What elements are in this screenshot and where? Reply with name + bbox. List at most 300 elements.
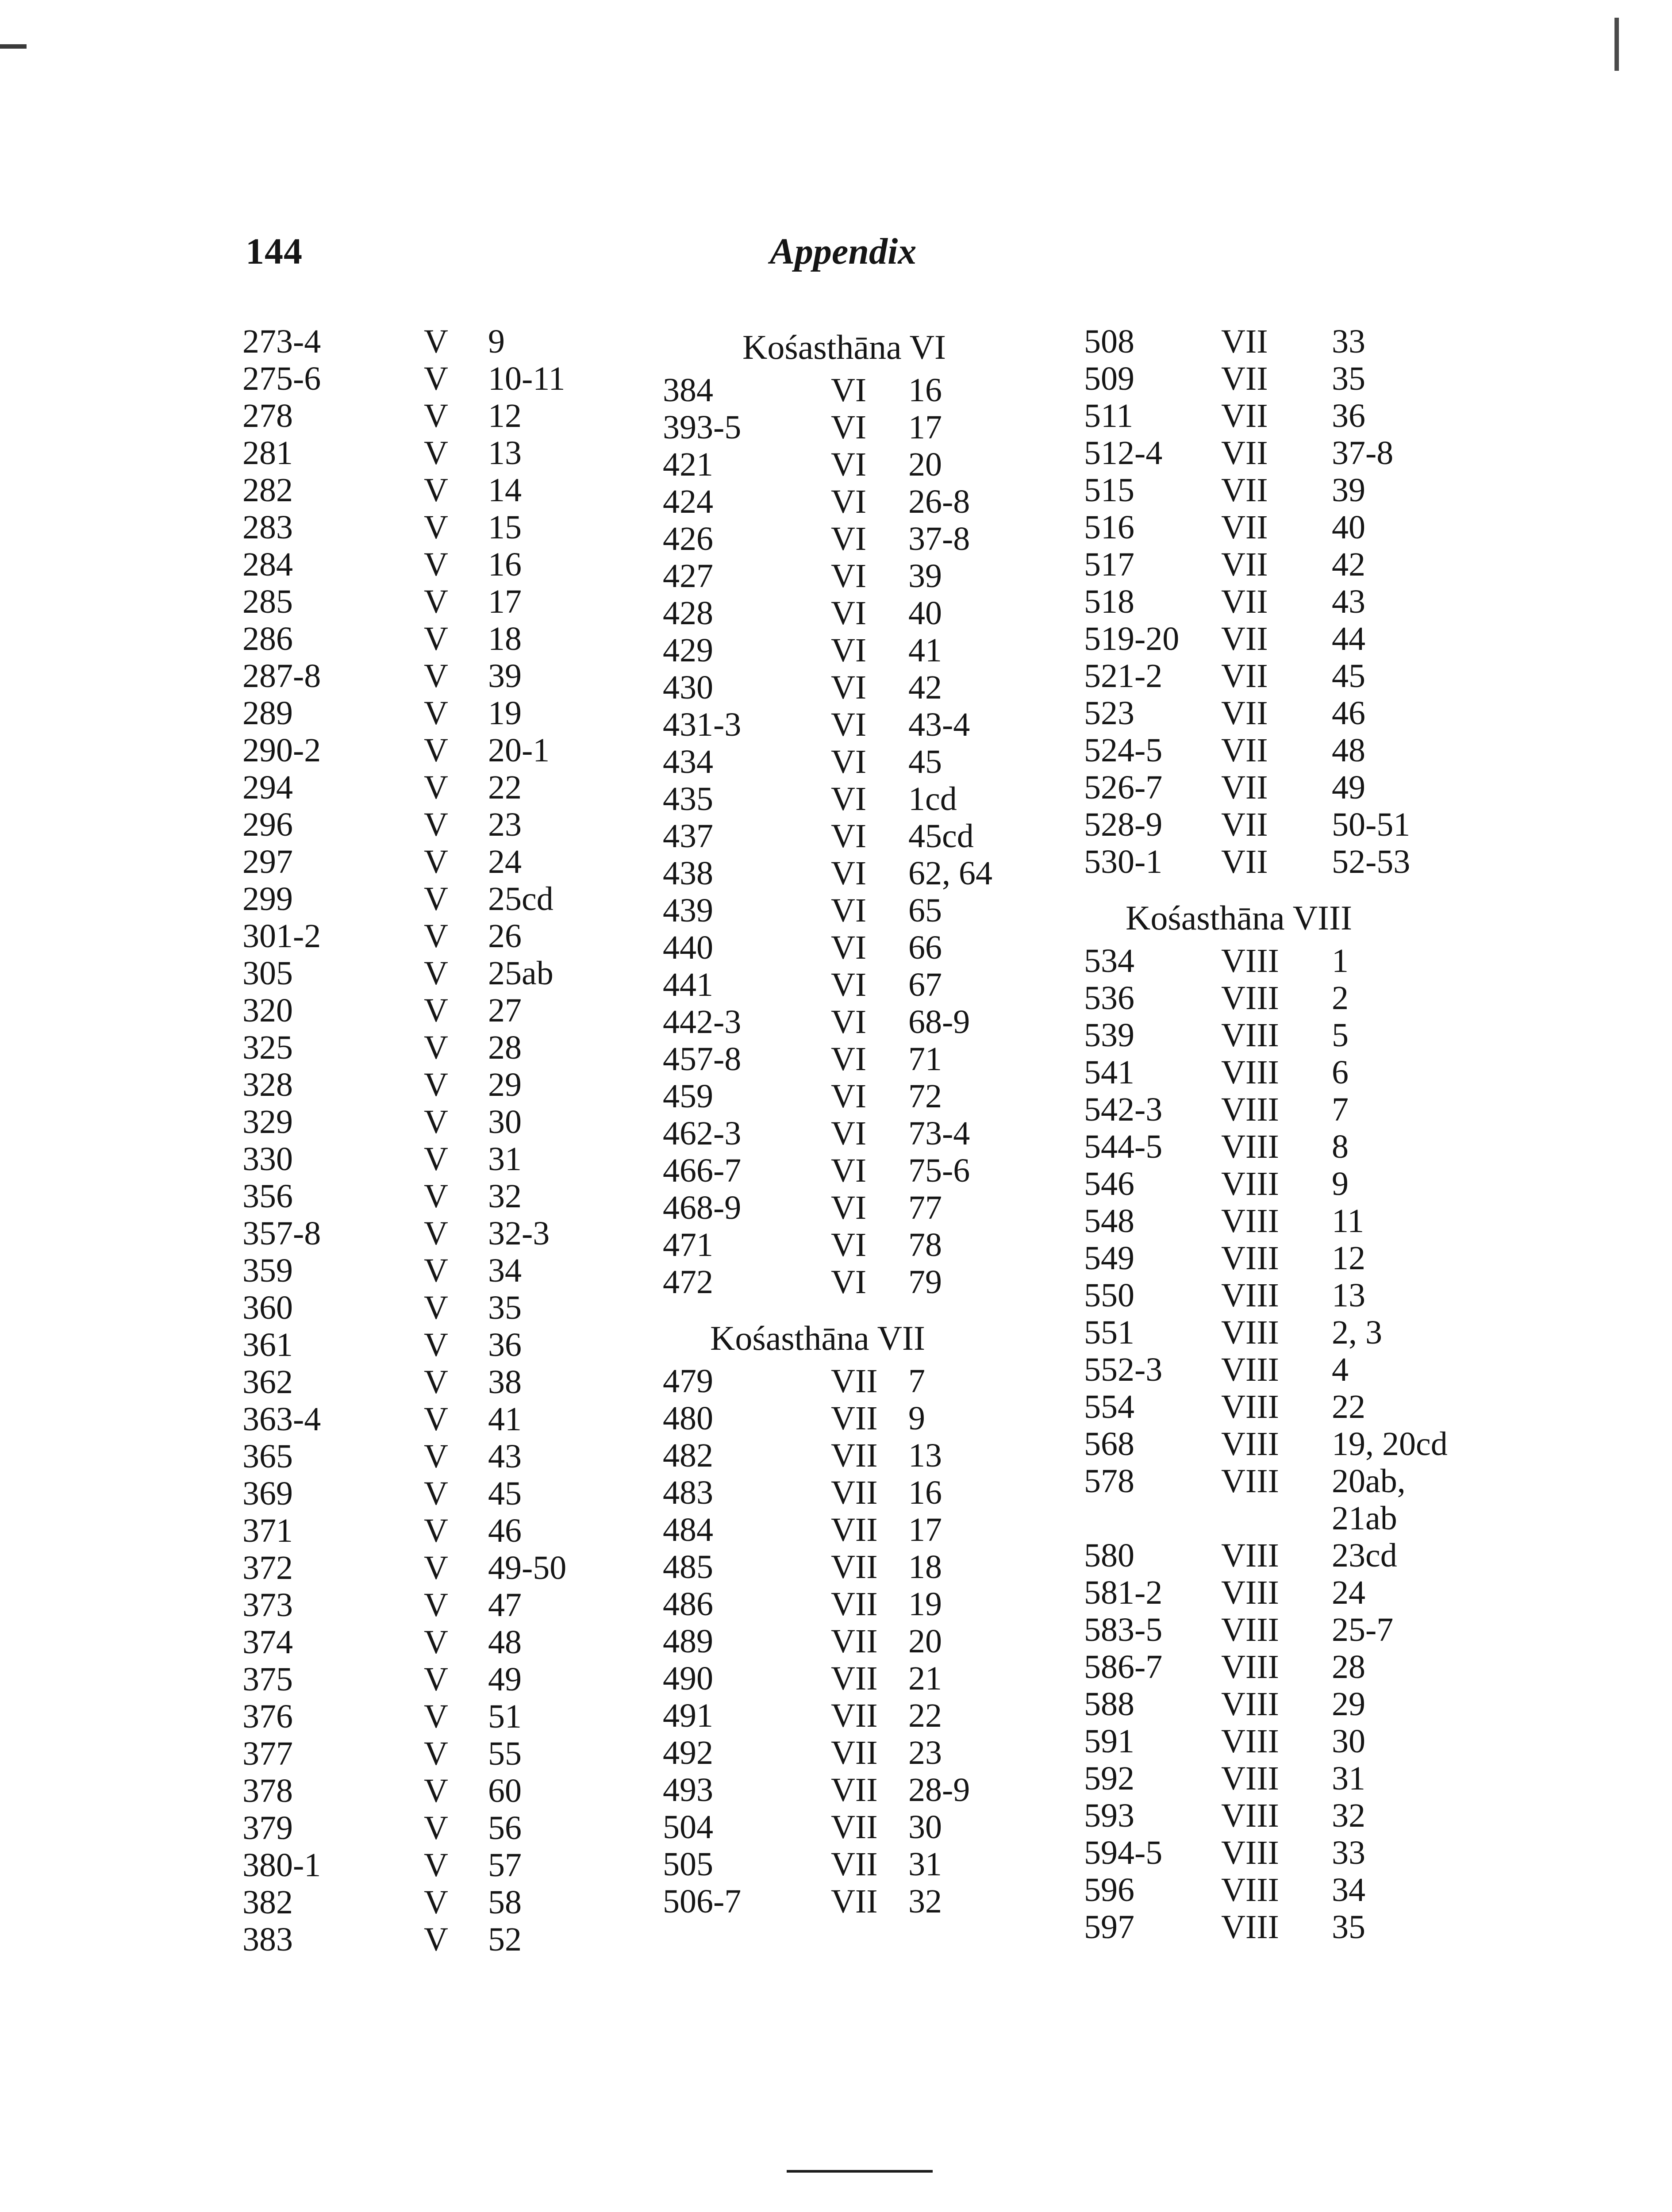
concordance-row bbox=[663, 1623, 999, 1660]
row-verse: 71 bbox=[908, 1041, 942, 1078]
row-verse: 10-11 bbox=[488, 360, 565, 397]
row-book: VI bbox=[831, 372, 867, 409]
row-ref: 479 bbox=[663, 1363, 713, 1400]
concordance-row bbox=[1084, 732, 1394, 769]
row-ref: 459 bbox=[663, 1078, 713, 1115]
row-book: VII bbox=[831, 1548, 878, 1586]
row-book: VIII bbox=[1221, 1686, 1279, 1723]
row-verse: 62, 64 bbox=[908, 855, 992, 892]
row-book: VIII bbox=[1221, 1017, 1279, 1054]
row-verse: 1 bbox=[1332, 942, 1349, 979]
concordance-row bbox=[663, 1883, 999, 1920]
row-verse: 32 bbox=[908, 1883, 942, 1920]
row-book: V bbox=[424, 1141, 448, 1178]
row-book: VI bbox=[831, 409, 867, 446]
row-book: V bbox=[424, 546, 448, 583]
row-book: VI bbox=[831, 557, 867, 595]
row-ref: 542-3 bbox=[1084, 1091, 1163, 1128]
row-book: V bbox=[424, 695, 448, 732]
row-book: VI bbox=[831, 780, 867, 818]
row-book: V bbox=[424, 1066, 448, 1103]
row-verse: 6 bbox=[1332, 1054, 1349, 1091]
row-ref: 466-7 bbox=[663, 1152, 742, 1189]
row-ref: 429 bbox=[663, 632, 713, 669]
row-ref: 287-8 bbox=[242, 657, 321, 695]
row-ref: 275-6 bbox=[242, 360, 321, 397]
concordance-row bbox=[1084, 1648, 1394, 1686]
row-book: VIII bbox=[1221, 1871, 1279, 1909]
row-verse: 28-9 bbox=[908, 1771, 970, 1809]
row-book: VII bbox=[1221, 695, 1268, 732]
concordance-row bbox=[663, 446, 999, 483]
row-ref: 283 bbox=[242, 509, 293, 546]
concordance-row bbox=[663, 966, 999, 1003]
row-verse: 19 bbox=[488, 695, 522, 732]
concordance-row bbox=[663, 1400, 999, 1437]
concordance-row bbox=[663, 1437, 999, 1474]
concordance-row bbox=[663, 1003, 999, 1041]
row-ref: 471 bbox=[663, 1226, 713, 1263]
row-book: VIII bbox=[1221, 1648, 1279, 1686]
row-verse: 28 bbox=[488, 1029, 522, 1066]
concordance-row bbox=[663, 520, 999, 557]
row-book: V bbox=[424, 620, 448, 657]
row-book: VIII bbox=[1221, 1351, 1279, 1388]
concordance-row bbox=[663, 1809, 999, 1846]
row-book: V bbox=[424, 583, 448, 620]
row-verse: 43-4 bbox=[908, 706, 970, 743]
row-verse: 26-8 bbox=[908, 483, 970, 520]
row-ref: 516 bbox=[1084, 509, 1134, 546]
row-book: V bbox=[424, 1735, 448, 1772]
concordance-row bbox=[1084, 1574, 1394, 1611]
row-book: VI bbox=[831, 892, 867, 929]
row-ref: 438 bbox=[663, 855, 713, 892]
row-ref: 512-4 bbox=[1084, 434, 1163, 472]
row-verse: 45 bbox=[488, 1475, 522, 1512]
row-ref: 294 bbox=[242, 769, 293, 806]
row-verse: 39 bbox=[908, 557, 942, 595]
row-ref: 509 bbox=[1084, 360, 1134, 397]
concordance-row bbox=[1084, 1425, 1448, 1463]
row-book: VIII bbox=[1221, 1909, 1279, 1946]
row-ref: 492 bbox=[663, 1734, 713, 1771]
row-ref: 541 bbox=[1084, 1054, 1134, 1091]
row-book: VII bbox=[1221, 434, 1268, 472]
row-ref: 515 bbox=[1084, 472, 1134, 509]
row-ref: 594-5 bbox=[1084, 1834, 1163, 1871]
row-verse: 16 bbox=[488, 546, 522, 583]
row-ref: 536 bbox=[1084, 979, 1134, 1017]
row-verse: 77 bbox=[908, 1189, 942, 1226]
concordance-row bbox=[663, 1152, 999, 1189]
row-book: VII bbox=[831, 1660, 878, 1697]
row-book: VII bbox=[1221, 546, 1268, 583]
row-book: VII bbox=[831, 1586, 878, 1623]
row-book: VIII bbox=[1221, 1760, 1279, 1797]
row-book: V bbox=[424, 1252, 448, 1289]
row-ref: 506-7 bbox=[663, 1883, 742, 1920]
row-ref: 383 bbox=[242, 1921, 293, 1958]
row-book: V bbox=[424, 1289, 448, 1326]
row-ref: 493 bbox=[663, 1771, 713, 1809]
row-ref: 374 bbox=[242, 1624, 293, 1661]
row-book: V bbox=[424, 1029, 448, 1066]
row-ref: 591 bbox=[1084, 1723, 1134, 1760]
concordance-row bbox=[663, 929, 999, 966]
row-verse: 41 bbox=[488, 1401, 522, 1438]
row-verse: 32 bbox=[1332, 1797, 1365, 1834]
row-verse: 45 bbox=[908, 743, 942, 780]
row-ref: 551 bbox=[1084, 1314, 1134, 1351]
row-book: VI bbox=[831, 669, 867, 706]
row-verse: 17 bbox=[908, 409, 942, 446]
row-verse: 2 bbox=[1332, 979, 1349, 1017]
row-verse: 52 bbox=[488, 1921, 522, 1958]
row-ref: 285 bbox=[242, 583, 293, 620]
row-book: VI bbox=[831, 743, 867, 780]
concordance-row bbox=[663, 1697, 999, 1734]
concordance-row bbox=[663, 1586, 999, 1623]
row-verse: 30 bbox=[488, 1103, 522, 1141]
row-ref: 430 bbox=[663, 669, 713, 706]
concordance-row bbox=[1084, 1797, 1394, 1834]
row-verse: 13 bbox=[1332, 1277, 1365, 1314]
row-verse: 48 bbox=[488, 1624, 522, 1661]
row-book: VI bbox=[831, 1226, 867, 1263]
row-ref: 550 bbox=[1084, 1277, 1134, 1314]
row-ref: 273-4 bbox=[242, 323, 321, 360]
row-verse: 78 bbox=[908, 1226, 942, 1263]
row-ref: 356 bbox=[242, 1178, 293, 1215]
row-book: VII bbox=[831, 1697, 878, 1734]
row-verse: 9 bbox=[488, 323, 505, 360]
row-verse: 14 bbox=[488, 472, 522, 509]
concordance-row bbox=[663, 1734, 999, 1771]
row-book: VIII bbox=[1221, 1537, 1279, 1574]
section-heading: Kośasthāna VII bbox=[710, 1319, 925, 1357]
row-ref: 320 bbox=[242, 992, 293, 1029]
row-book: VI bbox=[831, 1115, 867, 1152]
row-ref: 485 bbox=[663, 1548, 713, 1586]
row-ref: 568 bbox=[1084, 1425, 1134, 1463]
row-ref: 361 bbox=[242, 1326, 293, 1363]
row-verse: 31 bbox=[1332, 1760, 1365, 1797]
row-book: VII bbox=[831, 1771, 878, 1809]
row-ref: 491 bbox=[663, 1697, 713, 1734]
row-book: VIII bbox=[1221, 1202, 1279, 1240]
concordance-row bbox=[1084, 843, 1411, 880]
row-verse: 7 bbox=[908, 1363, 925, 1400]
row-verse: 20 bbox=[908, 1623, 942, 1660]
row-book: V bbox=[424, 1847, 448, 1884]
row-ref: 521-2 bbox=[1084, 657, 1163, 695]
row-book: V bbox=[424, 1401, 448, 1438]
row-book: V bbox=[424, 657, 448, 695]
row-book: V bbox=[424, 732, 448, 769]
section-heading: Kośasthāna VI bbox=[742, 328, 946, 366]
row-ref: 548 bbox=[1084, 1202, 1134, 1240]
row-book: VI bbox=[831, 1263, 867, 1301]
row-book: VII bbox=[1221, 397, 1268, 434]
row-ref: 511 bbox=[1084, 397, 1134, 434]
row-verse: 21ab bbox=[1332, 1500, 1397, 1537]
row-book: VII bbox=[831, 1511, 878, 1548]
row-book: VIII bbox=[1221, 1314, 1279, 1351]
row-book: VIII bbox=[1221, 1128, 1279, 1165]
row-verse: 21 bbox=[908, 1660, 942, 1697]
row-verse: 33 bbox=[1332, 323, 1365, 360]
concordance-row bbox=[663, 372, 999, 409]
row-verse: 44 bbox=[1332, 620, 1365, 657]
concordance-column-2 bbox=[663, 323, 999, 1920]
row-ref: 289 bbox=[242, 695, 293, 732]
row-ref: 552-3 bbox=[1084, 1351, 1163, 1388]
row-verse: 75-6 bbox=[908, 1152, 970, 1189]
concordance-row bbox=[1084, 1202, 1394, 1240]
row-ref: 299 bbox=[242, 880, 293, 918]
row-verse: 11 bbox=[1332, 1202, 1365, 1240]
row-ref: 588 bbox=[1084, 1686, 1134, 1723]
row-verse: 12 bbox=[1332, 1240, 1365, 1277]
row-book: VII bbox=[1221, 583, 1268, 620]
concordance-row bbox=[1084, 1054, 1394, 1091]
row-ref: 377 bbox=[242, 1735, 293, 1772]
row-ref: 523 bbox=[1084, 695, 1134, 732]
row-verse: 5 bbox=[1332, 1017, 1349, 1054]
row-ref: 578 bbox=[1084, 1463, 1134, 1500]
row-verse: 23 bbox=[488, 806, 522, 843]
row-verse: 45cd bbox=[908, 818, 974, 855]
row-ref: 296 bbox=[242, 806, 293, 843]
row-book: VIII bbox=[1221, 1240, 1279, 1277]
row-ref: 376 bbox=[242, 1698, 293, 1735]
concordance-row bbox=[1084, 1388, 1394, 1425]
row-book: VIII bbox=[1221, 1091, 1279, 1128]
concordance-row bbox=[663, 595, 999, 632]
row-ref: 286 bbox=[242, 620, 293, 657]
row-ref: 357-8 bbox=[242, 1215, 321, 1252]
row-book: V bbox=[424, 1215, 448, 1252]
concordance-row bbox=[1084, 472, 1394, 509]
concordance-row bbox=[1084, 1611, 1394, 1648]
corner-mark bbox=[1614, 18, 1619, 71]
concordance-row bbox=[1084, 397, 1394, 434]
row-book: VI bbox=[831, 483, 867, 520]
row-verse: 37-8 bbox=[908, 520, 970, 557]
row-book: VIII bbox=[1221, 1574, 1279, 1611]
row-book: VII bbox=[1221, 620, 1268, 657]
concordance-row bbox=[663, 1078, 999, 1115]
page-number: 144 bbox=[246, 231, 303, 272]
row-ref: 528-9 bbox=[1084, 806, 1163, 843]
row-book: V bbox=[424, 1772, 448, 1809]
concordance-row bbox=[1084, 1240, 1394, 1277]
concordance-row bbox=[1084, 1091, 1394, 1128]
row-verse: 30 bbox=[908, 1809, 942, 1846]
row-ref: 378 bbox=[242, 1772, 293, 1809]
row-book: VII bbox=[831, 1363, 878, 1400]
row-verse: 38 bbox=[488, 1363, 522, 1401]
row-ref: 442-3 bbox=[663, 1003, 742, 1041]
row-book: V bbox=[424, 769, 448, 806]
row-ref: 505 bbox=[663, 1846, 713, 1883]
row-ref: 360 bbox=[242, 1289, 293, 1326]
row-ref: 384 bbox=[663, 372, 713, 409]
concordance-row bbox=[663, 892, 999, 929]
row-verse: 24 bbox=[488, 843, 522, 880]
row-verse: 51 bbox=[488, 1698, 522, 1735]
row-verse: 68-9 bbox=[908, 1003, 970, 1041]
concordance-row bbox=[663, 818, 999, 855]
concordance-row bbox=[1084, 979, 1394, 1017]
row-verse: 66 bbox=[908, 929, 942, 966]
row-verse: 52-53 bbox=[1332, 843, 1411, 880]
row-ref: 518 bbox=[1084, 583, 1134, 620]
row-verse: 25ab bbox=[488, 955, 553, 992]
row-ref: 382 bbox=[242, 1884, 293, 1921]
row-ref: 372 bbox=[242, 1549, 293, 1586]
row-book: V bbox=[424, 1475, 448, 1512]
row-book: VI bbox=[831, 1189, 867, 1226]
row-book: VII bbox=[1221, 769, 1268, 806]
row-ref: 284 bbox=[242, 546, 293, 583]
scan-mark bbox=[0, 44, 27, 49]
row-ref: 328 bbox=[242, 1066, 293, 1103]
row-book: VII bbox=[831, 1809, 878, 1846]
row-ref: 359 bbox=[242, 1252, 293, 1289]
row-ref: 325 bbox=[242, 1029, 293, 1066]
row-ref: 462-3 bbox=[663, 1115, 742, 1152]
row-ref: 297 bbox=[242, 843, 293, 880]
row-book: VIII bbox=[1221, 1834, 1279, 1871]
row-verse: 39 bbox=[1332, 472, 1365, 509]
concordance-row bbox=[1084, 323, 1394, 360]
concordance-row bbox=[663, 1660, 999, 1697]
concordance-row bbox=[663, 855, 999, 892]
concordance-row bbox=[663, 1226, 999, 1263]
running-title: Appendix bbox=[770, 231, 917, 272]
row-verse: 23 bbox=[908, 1734, 942, 1771]
row-verse: 25-7 bbox=[1332, 1611, 1394, 1648]
row-verse: 17 bbox=[908, 1511, 942, 1548]
row-ref: 504 bbox=[663, 1809, 713, 1846]
row-ref: 439 bbox=[663, 892, 713, 929]
row-book: VII bbox=[1221, 509, 1268, 546]
row-book: VI bbox=[831, 1078, 867, 1115]
row-verse: 8 bbox=[1332, 1128, 1349, 1165]
concordance-row bbox=[663, 1474, 999, 1511]
concordance-row bbox=[1084, 583, 1394, 620]
row-verse: 65 bbox=[908, 892, 942, 929]
row-book: V bbox=[424, 955, 448, 992]
concordance-row bbox=[663, 1771, 999, 1809]
concordance-row bbox=[663, 780, 999, 818]
row-ref: 373 bbox=[242, 1586, 293, 1624]
row-ref: 431-3 bbox=[663, 706, 742, 743]
row-ref: 539 bbox=[1084, 1017, 1134, 1054]
row-verse: 40 bbox=[1332, 509, 1365, 546]
concordance-row bbox=[1084, 806, 1411, 843]
row-ref: 278 bbox=[242, 397, 293, 434]
row-ref: 483 bbox=[663, 1474, 713, 1511]
row-book: VIII bbox=[1221, 1611, 1279, 1648]
row-ref: 379 bbox=[242, 1809, 293, 1847]
row-verse: 58 bbox=[488, 1884, 522, 1921]
row-book: V bbox=[424, 918, 448, 955]
row-book: V bbox=[424, 1586, 448, 1624]
concordance-row bbox=[1084, 1500, 1397, 1537]
concordance-row bbox=[1084, 769, 1394, 806]
row-verse: 73-4 bbox=[908, 1115, 970, 1152]
row-verse: 19, 20cd bbox=[1332, 1425, 1448, 1463]
concordance-row bbox=[1084, 620, 1394, 657]
row-verse: 39 bbox=[488, 657, 522, 695]
row-verse: 37-8 bbox=[1332, 434, 1394, 472]
row-verse: 60 bbox=[488, 1772, 522, 1809]
row-verse: 49 bbox=[488, 1661, 522, 1698]
row-ref: 489 bbox=[663, 1623, 713, 1660]
row-verse: 79 bbox=[908, 1263, 942, 1301]
row-verse: 20ab, bbox=[1332, 1463, 1406, 1500]
concordance-row bbox=[663, 1263, 999, 1301]
concordance-row bbox=[663, 669, 999, 706]
row-book: VII bbox=[1221, 323, 1268, 360]
row-book: VII bbox=[1221, 843, 1268, 880]
row-book: VII bbox=[1221, 360, 1268, 397]
row-verse: 32-3 bbox=[488, 1215, 550, 1252]
row-verse: 25cd bbox=[488, 880, 553, 918]
row-verse: 2, 3 bbox=[1332, 1314, 1382, 1351]
row-ref: 434 bbox=[663, 743, 713, 780]
row-ref: 362 bbox=[242, 1363, 293, 1401]
row-ref: 371 bbox=[242, 1512, 293, 1549]
row-book: V bbox=[424, 1326, 448, 1363]
row-verse: 32 bbox=[488, 1178, 522, 1215]
row-ref: 305 bbox=[242, 955, 293, 992]
row-ref: 524-5 bbox=[1084, 732, 1163, 769]
row-book: VI bbox=[831, 966, 867, 1003]
row-verse: 67 bbox=[908, 966, 942, 1003]
row-ref: 526-7 bbox=[1084, 769, 1163, 806]
row-book: VII bbox=[831, 1474, 878, 1511]
row-book: V bbox=[424, 992, 448, 1029]
concordance-row bbox=[663, 1115, 999, 1152]
row-verse: 22 bbox=[1332, 1388, 1365, 1425]
concordance-row bbox=[1084, 1314, 1394, 1351]
row-verse: 41 bbox=[908, 632, 942, 669]
concordance-row bbox=[1084, 1871, 1394, 1909]
row-verse: 57 bbox=[488, 1847, 522, 1884]
row-verse: 23cd bbox=[1332, 1537, 1397, 1574]
row-book: V bbox=[424, 434, 448, 472]
row-verse: 15 bbox=[488, 509, 522, 546]
row-verse: 22 bbox=[908, 1697, 942, 1734]
row-verse: 35 bbox=[1332, 360, 1365, 397]
row-ref: 301-2 bbox=[242, 918, 321, 955]
concordance-row bbox=[1084, 1723, 1394, 1760]
row-book: V bbox=[424, 323, 448, 360]
row-verse: 27 bbox=[488, 992, 522, 1029]
row-ref: 534 bbox=[1084, 942, 1134, 979]
row-ref: 457-8 bbox=[663, 1041, 742, 1078]
row-verse: 45 bbox=[1332, 657, 1365, 695]
row-book: V bbox=[424, 472, 448, 509]
concordance-row bbox=[663, 1846, 999, 1883]
row-ref: 440 bbox=[663, 929, 713, 966]
concordance-row bbox=[1084, 1834, 1394, 1871]
row-book: VIII bbox=[1221, 979, 1279, 1017]
